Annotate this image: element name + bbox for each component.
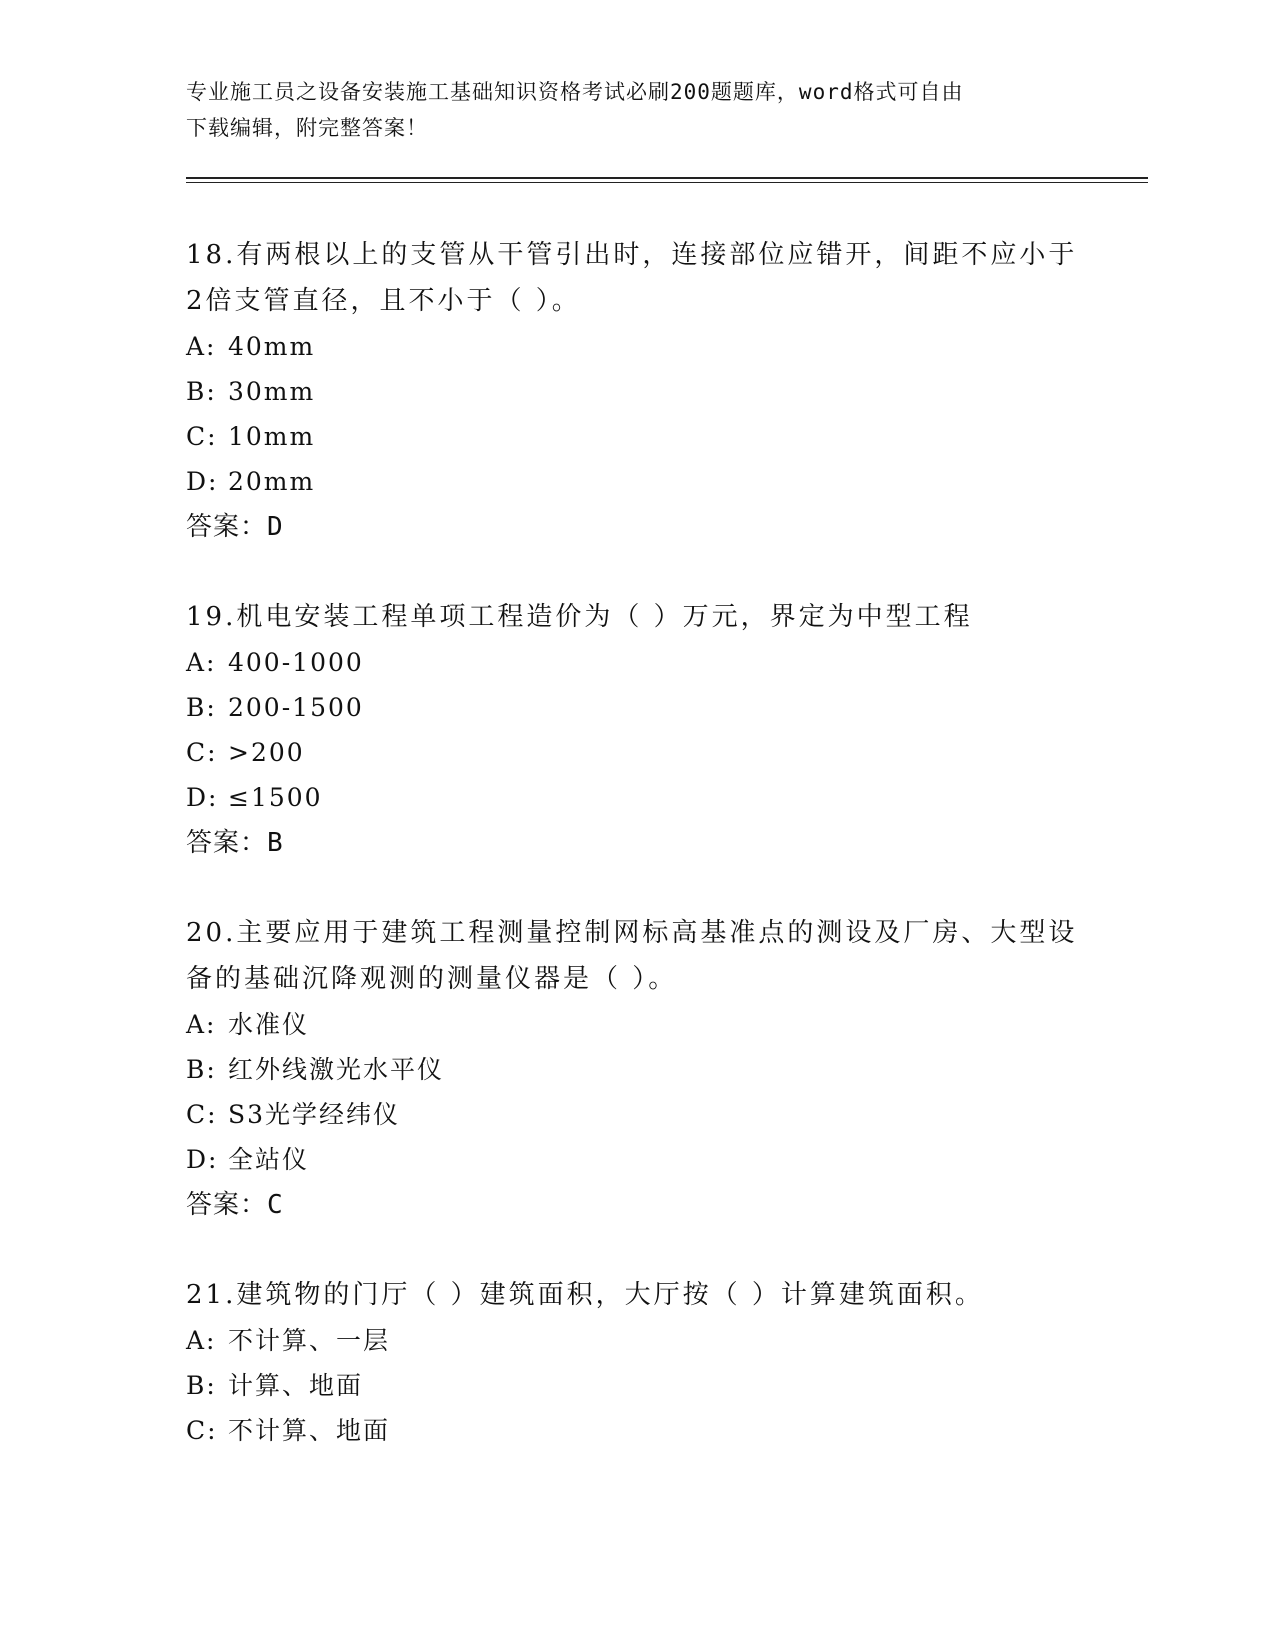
option-a: [186, 640, 1086, 685]
option-a: [186, 324, 1086, 369]
option-letter: D:: [186, 1145, 219, 1174]
header-line-2: 下载编辑，附完整答案！: [186, 116, 428, 140]
option-text: 30mm: [228, 377, 316, 406]
question-text-line: 21.建筑物的门厅（ ）建筑面积，大厅按（ ）计算建筑面积。: [186, 1280, 984, 1310]
option-b: [186, 685, 1086, 730]
header-line-1: 专业施工员之设备安装施工基础知识资格考试必刷200题题库，word格式可自由: [186, 80, 964, 104]
option-c: [186, 1408, 1086, 1453]
option-letter: C:: [186, 422, 218, 451]
option-text: 不计算、一层: [228, 1326, 391, 1355]
option-letter: A:: [186, 332, 217, 361]
answer-line: 答案：D: [186, 512, 284, 542]
question-20: [186, 910, 1086, 1228]
document-header: [186, 74, 1086, 146]
option-text: 计算、地面: [228, 1371, 364, 1400]
answer-line: 答案：C: [186, 1190, 284, 1220]
option-letter: C:: [186, 1416, 218, 1445]
option-b: [186, 369, 1086, 414]
header-divider: [186, 177, 1148, 179]
option-letter: A:: [186, 1010, 217, 1039]
question-text-line: 备的基础沉降观测的测量仪器是（ ）。: [186, 964, 678, 994]
option-letter: A:: [186, 1326, 217, 1355]
option-d: [186, 459, 1086, 504]
option-text: 400-1000: [228, 648, 364, 677]
option-text: 不计算、地面: [228, 1416, 391, 1445]
option-letter: B:: [186, 693, 217, 722]
question-21: [186, 1272, 1086, 1453]
option-text: 20mm: [228, 467, 316, 496]
option-a: [186, 1002, 1086, 1047]
option-letter: B:: [186, 1371, 217, 1400]
option-letter: D:: [186, 783, 219, 812]
option-c: [186, 730, 1086, 775]
option-d: [186, 775, 1086, 820]
option-b: [186, 1047, 1086, 1092]
option-text: S3光学经纬仪: [228, 1100, 401, 1129]
option-letter: B:: [186, 1055, 217, 1084]
option-c: [186, 414, 1086, 459]
option-text: 红外线激光水平仪: [228, 1055, 445, 1084]
option-text: >200: [228, 738, 305, 767]
question-19: [186, 594, 1086, 866]
option-letter: A:: [186, 648, 217, 677]
option-letter: B:: [186, 377, 217, 406]
question-text-line: 18.有两根以上的支管从干管引出时，连接部位应错开，间距不应小于: [186, 240, 1078, 270]
option-a: [186, 1318, 1086, 1363]
answer-line: 答案：B: [186, 828, 284, 858]
option-text: 40mm: [228, 332, 316, 361]
header-divider-thin: [186, 182, 1148, 183]
option-text: 200-1500: [228, 693, 364, 722]
question-text-line: 2倍支管直径，且不小于（ ）。: [186, 286, 581, 316]
option-b: [186, 1363, 1086, 1408]
option-text: 10mm: [228, 422, 316, 451]
option-letter: C:: [186, 738, 218, 767]
option-text: 水准仪: [228, 1010, 310, 1039]
question-text-line: 19.机电安装工程单项工程造价为（ ）万元，界定为中型工程: [186, 602, 973, 632]
question-18: [186, 232, 1086, 550]
option-letter: C:: [186, 1100, 218, 1129]
question-text-line: 20.主要应用于建筑工程测量控制网标高基准点的测设及厂房、大型设: [186, 918, 1078, 948]
option-letter: D:: [186, 467, 219, 496]
option-text: 全站仪: [228, 1145, 310, 1174]
option-text: ≤1500: [228, 783, 323, 812]
option-d: [186, 1137, 1086, 1182]
option-c: [186, 1092, 1086, 1137]
